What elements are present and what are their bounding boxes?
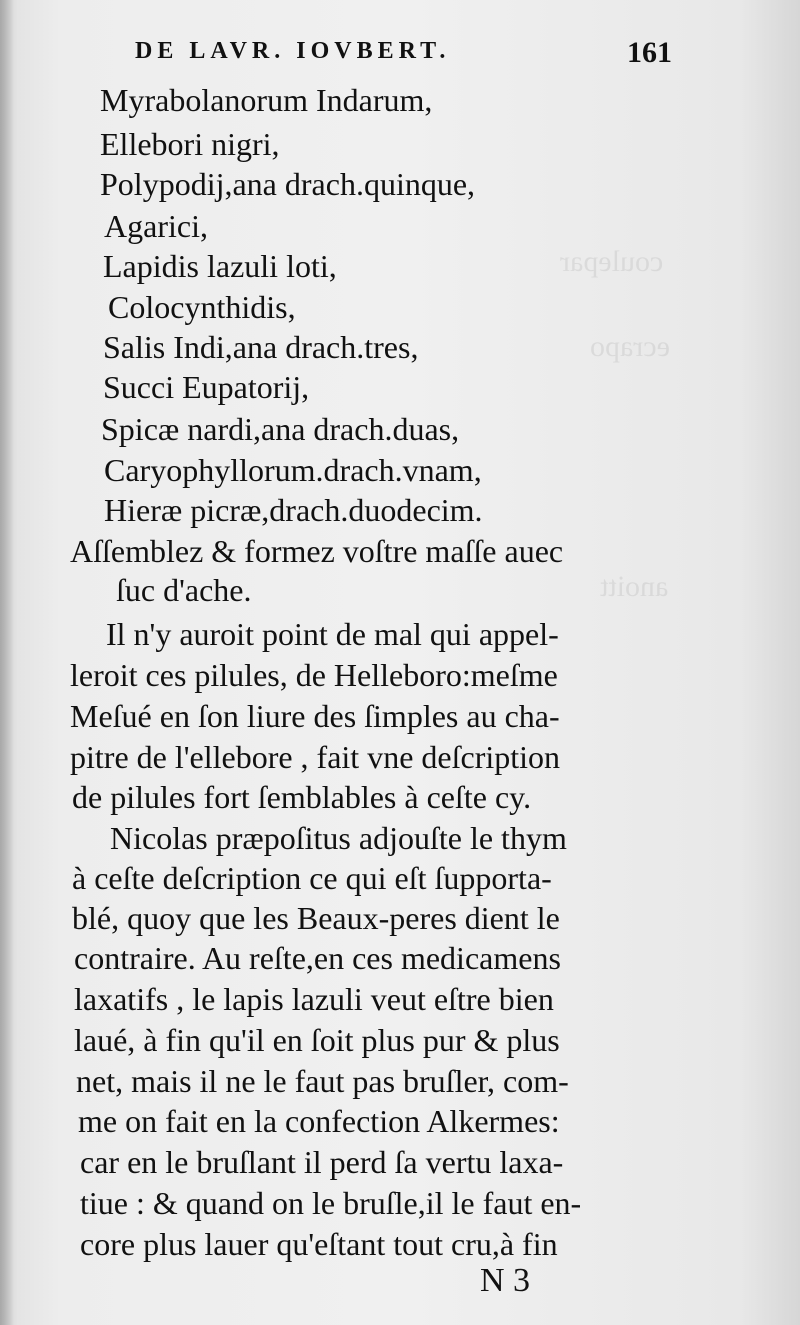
paragraph-line: de pilules fort ſemblables à ceſte cy. (72, 779, 532, 815)
paragraph-line: contraire. Au reſte,en ces medicamens (74, 940, 561, 976)
instruction-line: ſuc d'ache. (116, 572, 252, 608)
signature-mark: N 3 (480, 1262, 531, 1299)
paragraph-line: car en le bruſlant il perd ſa vertu laxa- (80, 1144, 564, 1180)
paragraph-line: core plus lauer qu'eſtant tout cru,à fin (80, 1226, 558, 1262)
recipe-line: Spicæ nardi,ana drach.duas, (101, 411, 460, 447)
paragraph-line: leroit ces pilules, de Helleboro:meſme (70, 657, 558, 693)
paragraph-line: à ceſte deſcription ce qui eſt ſupporta- (72, 860, 552, 896)
show-through-mark: coulepar (560, 245, 664, 278)
paragraph-line: laxatifs , le lapis lazuli veut eſtre bien (74, 981, 554, 1017)
paragraph-line: net, mais il ne le faut pas bruſler, com- (76, 1063, 569, 1099)
recipe-line: Salis Indi,ana drach.tres, (103, 329, 419, 365)
paragraph-line: Il n'y auroit point de mal qui appel- (106, 616, 559, 652)
recipe-line: Agarici, (104, 208, 208, 244)
paragraph-line: blé, quoy que les Beaux-peres dient le (72, 900, 560, 936)
page-number: 161 (627, 36, 672, 69)
recipe-line: Myrabolanorum Indarum, (100, 82, 433, 118)
page-edge-shadow (0, 0, 14, 1325)
recipe-line: Caryophyllorum.drach.vnam, (104, 452, 482, 488)
recipe-line: Hieræ picræ,drach.duodecim. (104, 492, 483, 528)
recipe-line: Polypodij,ana drach.quinque, (100, 166, 476, 202)
running-head: DE LAVR. IOVBERT. (135, 38, 451, 64)
recipe-line: Lapidis lazuli loti, (103, 248, 337, 284)
recipe-line: Ellebori nigri, (100, 126, 280, 162)
recipe-line: Colocynthidis, (108, 289, 296, 325)
paragraph-line: Nicolas præpoſitus adjouſte le thym (110, 820, 567, 856)
paragraph-line: Meſué en ſon liure des ſimples au cha- (70, 698, 560, 734)
paragraph-line: tiue : & quand on le bruſle,il le faut en- (80, 1185, 582, 1221)
paragraph-line: pitre de l'ellebore , fait vne deſcription (70, 739, 561, 775)
paragraph-line: me on fait en la confection Alkermes: (78, 1103, 560, 1139)
paragraph-line: laué, à fin qu'il en ſoit plus pur & plus (74, 1022, 560, 1058)
recipe-line: Succi Eupatorij, (103, 369, 310, 405)
show-through-mark: ecrapo (590, 330, 670, 363)
show-through-mark: anoitt (600, 570, 669, 603)
instruction-line: Aſſemblez & formez voſtre maſſe auec (70, 533, 564, 569)
